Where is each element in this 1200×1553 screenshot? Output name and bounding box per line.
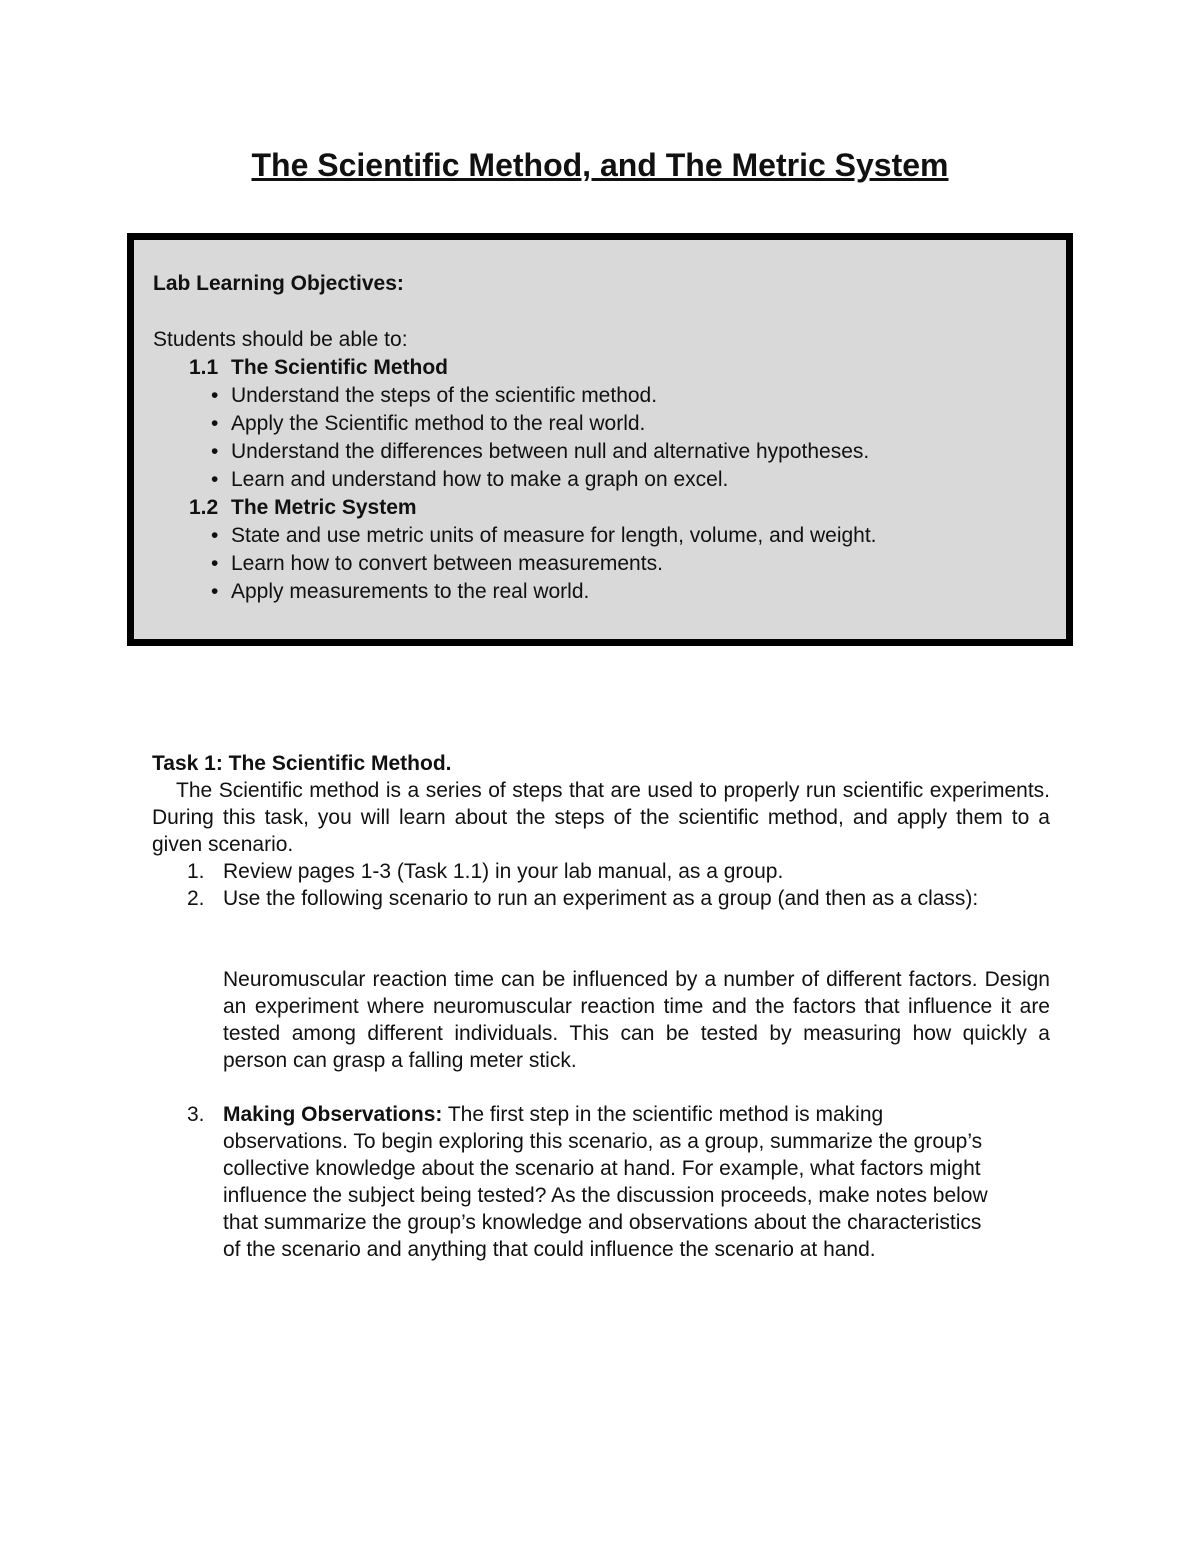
task-steps-list — [152, 858, 1050, 912]
objective-item: • Understand the steps of the scientific method. — [211, 382, 1043, 410]
task-intro-paragraph: The Scientific method is a series of steps that are used to properly run scientific experiments. During this task, you will learn about the steps of the scientific method, and apply them to a given scenario. — [152, 779, 1050, 856]
objectives-intro: Students should be able to: — [153, 328, 408, 351]
page-title: The Scientific Method, and The Metric System — [251, 147, 949, 183]
step-number: 2. — [187, 887, 205, 910]
objective-list — [153, 382, 1043, 494]
task-step-observations — [152, 1101, 1003, 1263]
scenario-paragraph: Neuromuscular reaction time can be influenced by a number of different factors. Design an experiment where neuromuscular reaction time and the factors that influence it are tested among different individuals. This can be tested by measuring how quickly a person can grasp a falling meter stick. — [223, 968, 1050, 1072]
step-number: 1. — [187, 860, 205, 883]
objectives-heading: Lab Learning Objectives: — [153, 272, 404, 295]
section-title-text: The Scientific Method — [231, 356, 449, 379]
task-step — [152, 858, 1050, 885]
objective-item: • State and use metric units of measure for length, volume, and weight. — [211, 522, 1043, 550]
objective-list — [153, 522, 1043, 606]
objective-item: • Learn how to convert between measurements. — [211, 550, 1043, 578]
objectives-content — [153, 270, 1043, 606]
step-text: The first step in the scientific method is making observations. To begin exploring this scenario, as a group, summarize the group’s collective knowledge about the scenario at hand. For example, what factors might influence the subject being tested? As the discussion proceeds, make notes below that summarize the group’s knowledge and observations about the characteristics of the scenario and anything that could influence the scenario at hand. — [223, 1103, 988, 1261]
step-text: Use the following scenario to run an experiment as a group (and then as a class): — [223, 887, 979, 910]
objective-item: • Apply measurements to the real world. — [211, 578, 1043, 606]
task-heading: Task 1: The Scientific Method. — [152, 752, 452, 775]
task-1-section — [152, 750, 1050, 1263]
section-title-text: The Metric System — [231, 496, 417, 519]
step-text: Review pages 1-3 (Task 1.1) in your lab manual, as a group. — [223, 860, 784, 883]
objective-section-title — [189, 354, 1043, 382]
objective-item: • Learn and understand how to make a graph on excel. — [211, 466, 1043, 494]
section-number: 1.1 — [189, 356, 219, 379]
objective-item: • Apply the Scientific method to the real world. — [211, 410, 1043, 438]
objectives-box — [127, 233, 1073, 646]
objective-item: • Understand the differences between null and alternative hypotheses. — [211, 438, 1043, 466]
task-step — [152, 885, 1050, 912]
section-number: 1.2 — [189, 496, 219, 519]
objective-section-title — [189, 494, 1043, 522]
step-number: 3. — [187, 1103, 205, 1126]
step-label: Making Observations: — [223, 1103, 443, 1126]
